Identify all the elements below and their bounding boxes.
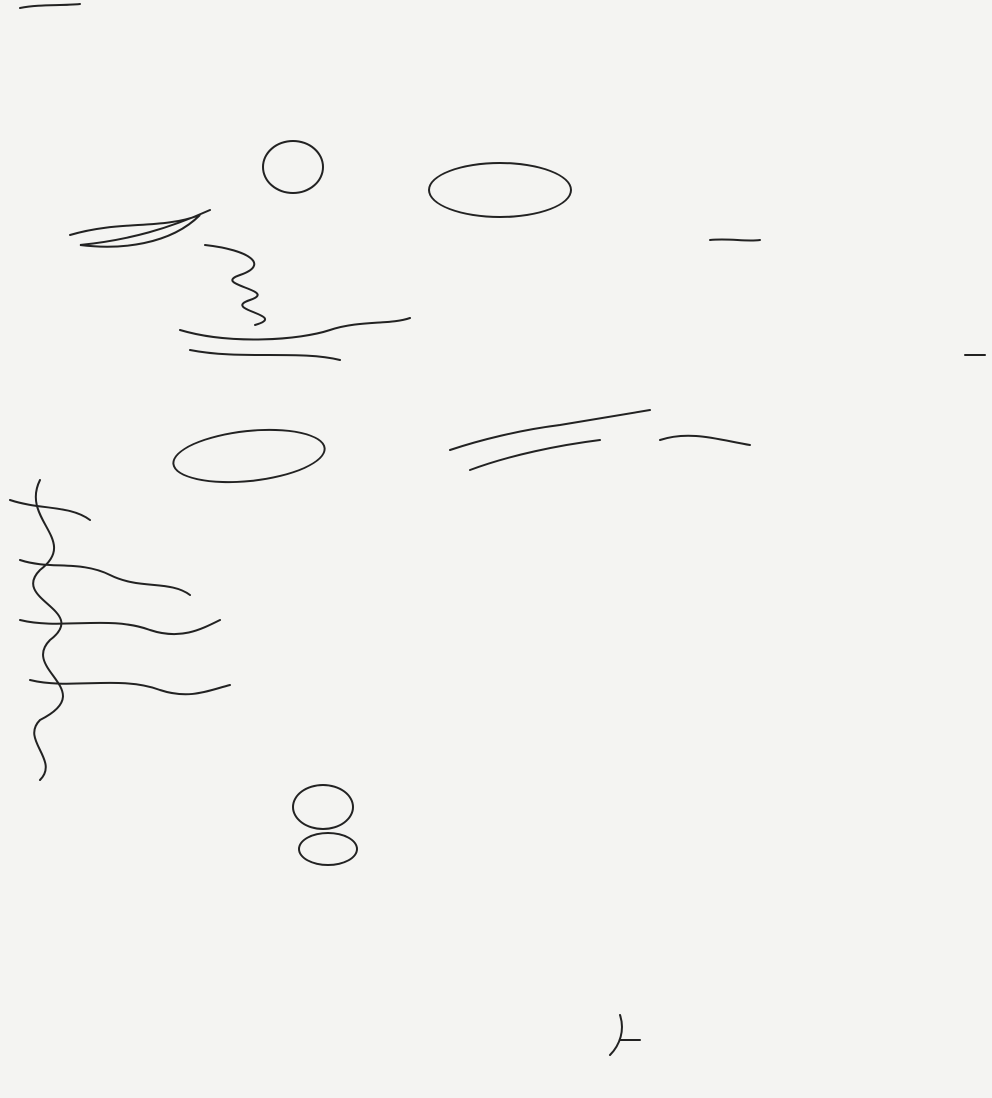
q6-circle-twenty	[298, 832, 358, 866]
q4-circle-mark	[262, 140, 324, 194]
q6-circle-score	[292, 784, 354, 830]
q5-grader-oval	[170, 422, 329, 490]
q4-grader-oval	[428, 162, 572, 218]
